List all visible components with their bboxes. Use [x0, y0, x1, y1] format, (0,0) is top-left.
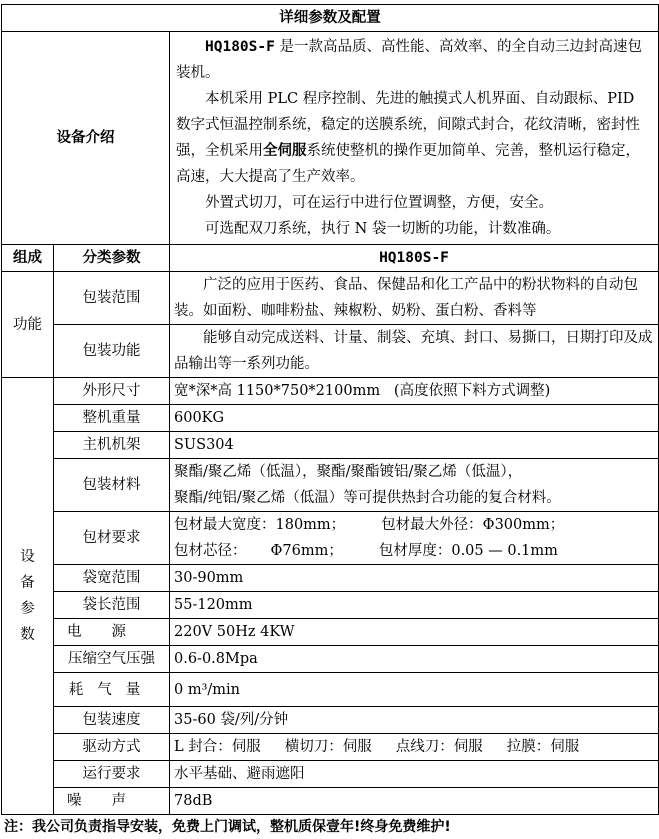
drive-value: [170, 734, 659, 761]
spec-table: [1, 4, 659, 815]
material-line-1: 聚酯/聚乙烯（低温），聚酯/聚酯镀铝/聚乙烯（低温），: [174, 464, 523, 480]
req-thickness: 包材厚度：0.05 — 0.1mm: [378, 543, 558, 559]
params-group-char-2: 备: [20, 575, 35, 591]
intro-p1-text: 是一款高品质、高性能、高效率、的全自动三边封高速包装机。: [176, 39, 642, 81]
req-max-width: 包材最大宽度：180mm；: [174, 517, 346, 533]
power-label: 电源: [54, 619, 170, 646]
function-range-text: 广泛的应用于医药、食品、保健品和化工产品中的粉状物料的自动包装。如面粉、咖啡粉盐、辣椒粉、奶粉、蛋白粉、香料等: [174, 277, 638, 319]
function-group: 功能: [2, 272, 54, 378]
params-group-char-4: 数: [20, 627, 35, 643]
frame-value: SUS304: [170, 432, 659, 459]
intro-p2-bold: 全伺服: [263, 143, 307, 159]
material-label: 包装材料: [54, 459, 170, 512]
intro-model: HQ180S-F: [205, 39, 275, 55]
speed-label: 包装速度: [54, 707, 170, 734]
speed-value: 35-60 袋/列/分钟: [170, 707, 659, 734]
intro-p2b: 系统使整机的操作更加简单、完善，整机运行稳定，高速，大大提高了生产效率。: [176, 143, 640, 185]
intro-paragraph-3: 外置式切刀，可在运行中进行位置调整，方便，安全。: [205, 195, 553, 211]
size-value: [170, 378, 659, 405]
req-line-1: [174, 512, 654, 538]
size-label: 外形尺寸: [54, 378, 170, 405]
consume-value: 0 m³/min: [170, 673, 659, 707]
req-core-value: Φ76mm；: [270, 543, 343, 559]
intro-paragraph-1: [176, 34, 650, 86]
drive-cutter: 横切刀：伺服: [284, 739, 372, 755]
drive-film: 拉膜：伺服: [506, 739, 580, 755]
bag-width-value: 30-90mm: [170, 565, 659, 592]
size-note: (高度依照下料方式调整): [393, 383, 551, 399]
intro-paragraph-4: 可选配双刀系统，执行 N 袋一切断的功能，计数准确。: [205, 221, 561, 237]
intro-p2a: 本机采用 PLC 程序控制、先进的触摸式人机界面、自动跟标、PID 数字式恒温控制系统，稳定的送膜系统，间隙式封合，花纹清晰，密封性强，全机采用: [176, 91, 640, 159]
material-value: [170, 459, 659, 512]
header-category: 分类参数: [54, 245, 170, 272]
bag-length-value: 55-120mm: [170, 592, 659, 619]
params-group: [2, 378, 54, 815]
intro-paragraph-2: [176, 86, 650, 190]
weight-label: 整机重量: [54, 405, 170, 432]
drive-seal: L 封合：伺服: [174, 739, 261, 755]
header-group: 组成: [2, 245, 54, 272]
power-value: 220V 50Hz 4KW: [170, 619, 659, 646]
req-line-2: [174, 538, 654, 564]
material-line-2: 聚酯/纯铝/聚乙烯（低温）等可提供热封合功能的复合材料。: [174, 490, 561, 506]
req-value: [170, 512, 659, 565]
frame-label: 主机机架: [54, 432, 170, 459]
bag-width-label: 袋宽范围: [54, 565, 170, 592]
intro-text: [170, 32, 659, 245]
table-title: 详细参数及配置: [2, 5, 659, 32]
noise-value: 78dB: [170, 788, 659, 815]
params-group-char-3: 参: [20, 601, 35, 617]
req-label: 包材要求: [54, 512, 170, 565]
function-label-range: 包装范围: [54, 272, 170, 325]
function-label-capability: 包装功能: [54, 325, 170, 378]
air-label: 压缩空气压强: [54, 646, 170, 673]
env-value: 水平基础、避雨遮阳: [170, 761, 659, 788]
drive-label: 驱动方式: [54, 734, 170, 761]
air-value: 0.6-0.8Mpa: [170, 646, 659, 673]
noise-label: 噪声: [54, 788, 170, 815]
drive-perforator: 点线刀：伺服: [395, 739, 483, 755]
function-capability-text: 能够自动完成送料、计量、制袋、充填、封口、易撕口，日期打印及成品输出等一系列功能。: [174, 330, 653, 372]
size-main: 宽*深*高 1150*750*2100mm: [174, 383, 381, 399]
env-label: 运行要求: [54, 761, 170, 788]
function-value-range: [170, 272, 659, 325]
params-group-char-1: 设: [20, 549, 35, 565]
req-max-diameter: 包材最大外径：Φ300mm；: [381, 517, 565, 533]
consume-label: 耗气量: [54, 673, 170, 707]
weight-value: 600KG: [170, 405, 659, 432]
intro-label: 设备介绍: [2, 32, 170, 245]
footer-note: 注：我公司负责指导安装，免费上门调试，整机质保壹年!终身免费维护!: [4, 819, 451, 835]
header-model: HQ180S-F: [170, 245, 659, 272]
req-core-label: 包材芯径：: [174, 543, 247, 559]
function-value-capability: [170, 325, 659, 378]
bag-length-label: 袋长范围: [54, 592, 170, 619]
